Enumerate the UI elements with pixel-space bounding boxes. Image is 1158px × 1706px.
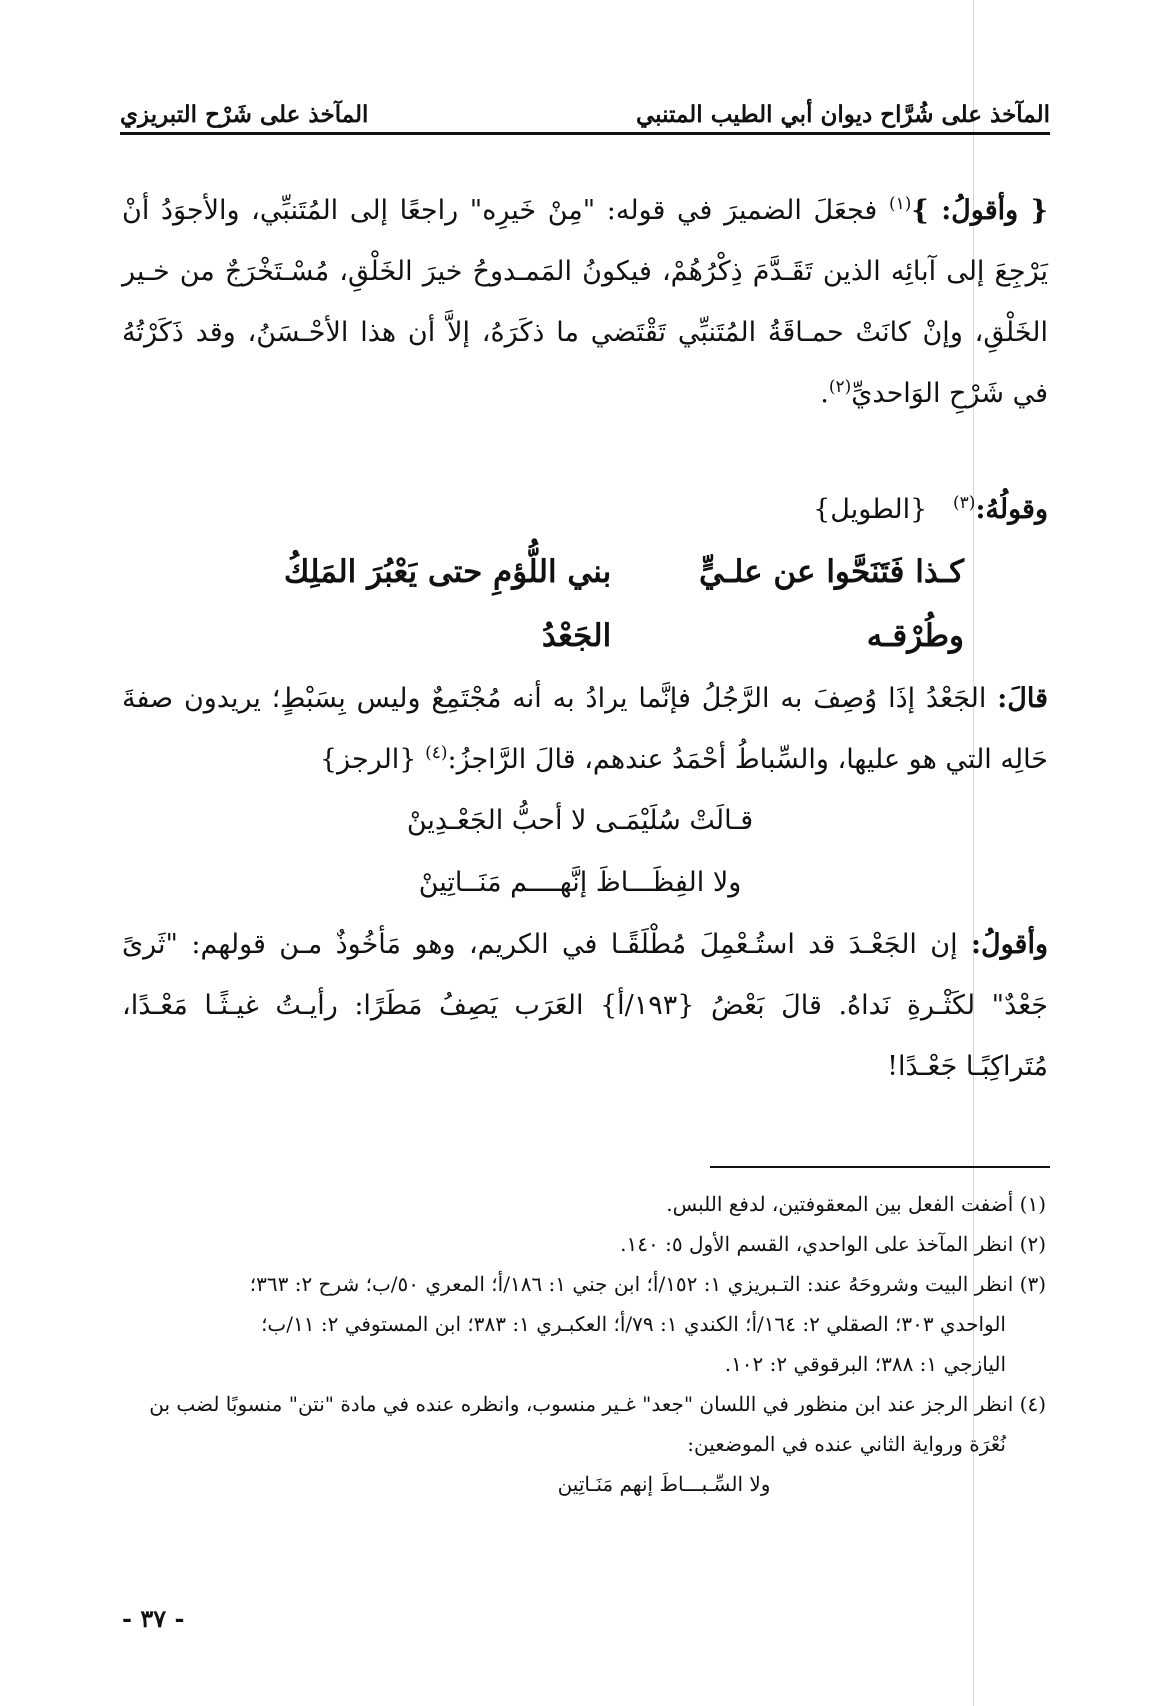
footnote-3-line-3: اليازجي ١: ٣٨٨؛ البرقوقي ٢: ١٠٢.: [724, 1352, 1006, 1376]
rajaz-line-1: قـالَتْ سُلَيْمَـى لا أحبُّ الجَعْـدِينْ: [406, 805, 754, 836]
footnotes: [122, 1184, 1046, 1504]
paragraph-1: [122, 180, 1048, 424]
main-text: [122, 180, 1048, 1097]
paragraph-2: [122, 668, 1048, 790]
footnote-3-line-1: (٣) انظر البيت وشروحَهُ عند: التـبريزي ١: ١٥٢/أ؛ ابن جني ١: ١٨٦/أ؛ المعري ٥٠/ب؛ شرح ٢: ٣٦٣؛: [249, 1272, 1046, 1296]
paragraph-2-meter: {الرجز}: [319, 744, 426, 775]
header-section-title: المآخذ على شَرْح التبريزي: [120, 101, 369, 128]
section-heading-lead: وقولُهُ:: [975, 494, 1048, 525]
footnote-4-line-2: نُعْرَة ورواية الثاني عنده في الموضعين:: [687, 1432, 1006, 1456]
verse-hemistich-left: بني اللُّؤمِ حتى يَعْبُرَ المَلِكُ الجَعْدُ: [283, 554, 612, 654]
verse-line: [122, 540, 1048, 668]
footnote-rule: [710, 1166, 1050, 1168]
footnote-ref-2: (٢): [828, 377, 852, 397]
rajaz-line-2: ولا الفِظَـــاظَ إنَّهــــم مَنَــاتِينْ: [418, 867, 742, 898]
section-heading-meter: {الطويل}: [813, 494, 928, 525]
header-rule: [120, 132, 1050, 135]
page-number: - ٣٧ -: [122, 1604, 185, 1633]
verse-hemistich-right: كـذا فَتَنَحَّوا عن علـيٍّ وطُرْقـه: [698, 554, 964, 654]
paragraph-1-end: .: [820, 378, 829, 409]
footnote-4-line-1: (٤) انظر الرجز عند ابن منظور في اللسان "جعد" غـير منسوب، وانظره عنده في مادة "نتن" منسوبًا لضب بن: [149, 1392, 1046, 1416]
footnote-2: (٢) انظر المآخذ على الواحدي، القسم الأول ٥: ١٤٠.: [620, 1232, 1046, 1256]
footnote-1: (١) أضفت الفعل بين المعقوفتين، لدفع اللبس.: [666, 1192, 1046, 1216]
footnote-ref-3: (٣): [953, 493, 976, 513]
paragraph-1-text: فجعَلَ الضميرَ في قوله: "مِنْ خَيرِه" راجعًا إلى المُتَنبِّي، والأجوَدُ أنْ يَرْجِعَ إلى آبائِه الذين تَقَـدَّمَ ذِكْرُهُمْ، فيكونُ المَمـدوحُ خيرَ الخَلْقِ، مُسْـتَخْرَجٌ من خـير الخَلْقِ، وإنْ كانَتْ حمـاقَةُ المُتَنبِّي تَقْتَضي ما ذكَرَهُ، إلاَّ أن هذا الأحْـسَنُ، وقد ذَكَرْتُهُ في شَرْحِ الوَاحديِّ: [122, 195, 1048, 409]
paragraph-2-lead: قالَ:: [997, 683, 1048, 714]
section-heading: [122, 480, 1048, 540]
footnote-ref-4: (٤): [425, 743, 448, 763]
paragraph-3: [122, 914, 1048, 1097]
paragraph-2-text: الجَعْدُ إذَا وُصِفَ به الرَّجُلُ فإنَّما يرادُ به أنه مُجْتَمِعٌ وليس بِسَبْطٍ؛ يريدون صفةَ حَالِه التي هو عليها، والسِّباطُ أحْمَدُ عندهم، قالَ الرَّاجزُ:: [122, 683, 1048, 775]
running-header: [120, 84, 1050, 128]
footnote-4-verse: ولا السِّـبـــاطَ إنهم مَنَـاتِين: [557, 1472, 771, 1496]
header-book-title: المآخذ على شُرَّاح ديوان أبي الطيب المتنبي: [636, 101, 1050, 128]
paragraph-3-lead: وأقولُ:: [971, 929, 1048, 960]
footnote-3-line-2: الواحدي ٣٠٣؛ الصقلي ٢: ١٦٤/أ؛ الكندي ١: ٧٩/أ؛ العكبـري ١: ٣٨٣؛ ابن المستوفي ٢: ١١/ب؛: [261, 1312, 1006, 1336]
paragraph-3-text: إن الجَعْـدَ قد استُـعْمِلَ مُطْلَقًـا في الكريم، وهو مَأخُوذٌ مـن قولهم: "ثَرىً جَعْدٌ" لكَثْـرةِ نَداهُ. قالَ بَعْضُ {١٩٣/أ} العَرَب يَصِفُ مَطَرًا: رأيـتُ غيـثًـا مَعْـدًا، مُتَراكِبًـا جَعْـدًا!: [122, 929, 1048, 1082]
paragraph-1-lead: { وأقولُ: }: [911, 195, 1048, 226]
footnote-ref-1: (١): [888, 194, 912, 214]
